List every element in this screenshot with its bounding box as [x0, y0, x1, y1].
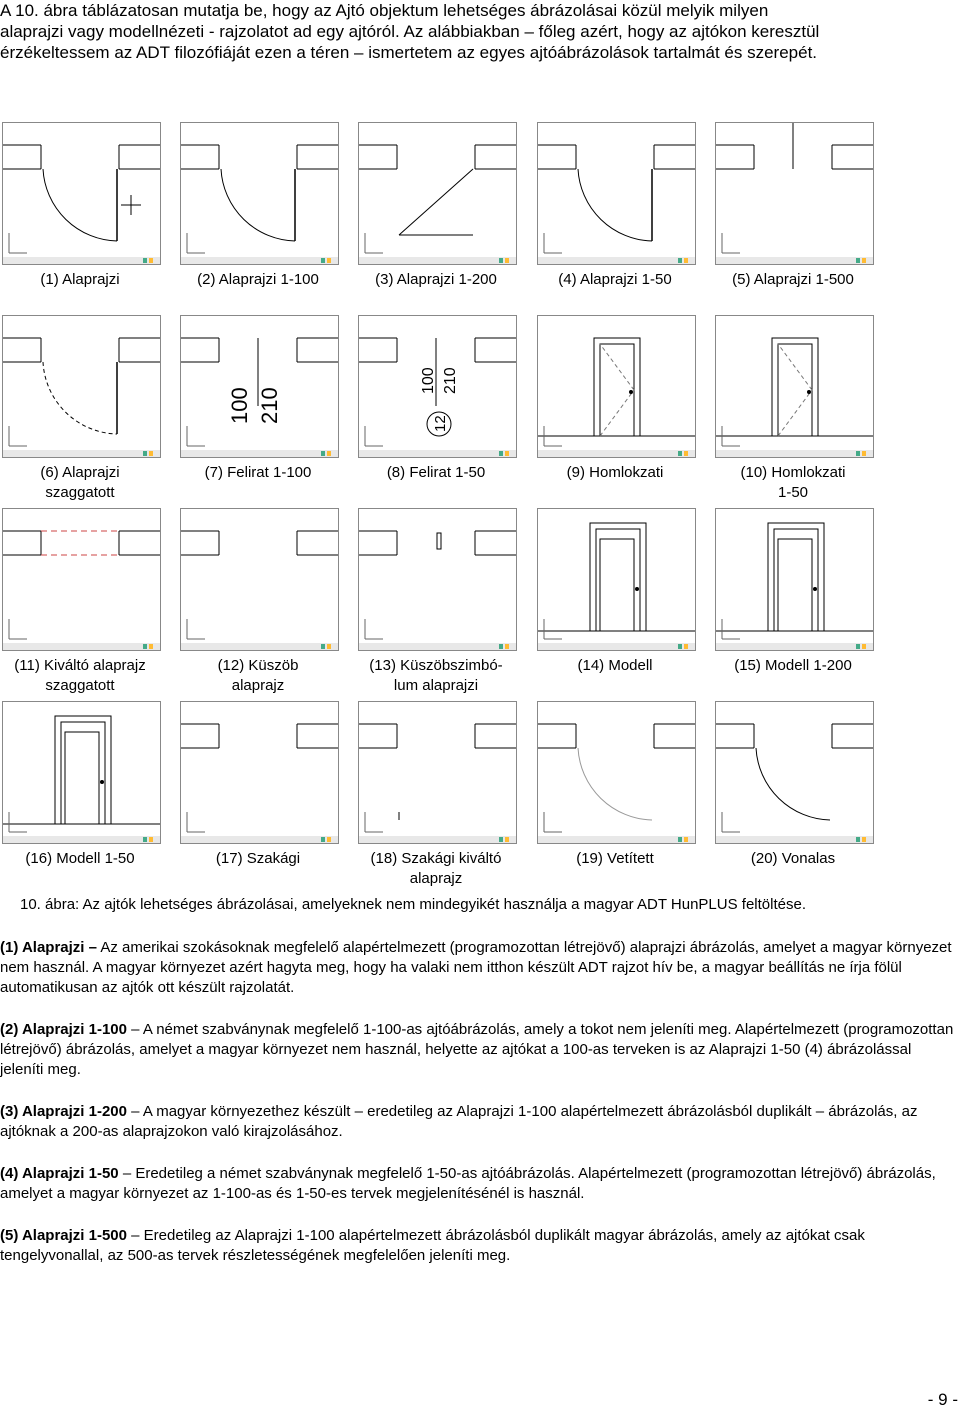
door-elevation-icon: [715, 315, 874, 458]
page-number: - 9 -: [927, 1390, 958, 1409]
figure-label-line: (18) Szakági kiváltó: [370, 850, 502, 867]
figure-label: [703, 270, 883, 290]
figure-label-line: (8) Felirat 1-50: [386, 464, 486, 481]
door-swing-arc-icon: [537, 122, 696, 265]
dimension-label: 210: [257, 387, 282, 424]
door-axis-line-icon: [715, 122, 874, 265]
line-arc-icon: [715, 701, 874, 844]
dimension-label: 210: [442, 367, 459, 394]
figure-row: [0, 701, 880, 894]
description-paragraph: [0, 1102, 955, 1142]
figure-label-line: (9) Homlokzati: [566, 464, 664, 481]
figure-label: [168, 656, 348, 696]
door-elevation-icon: [537, 315, 696, 458]
figure-label: [346, 656, 526, 696]
intro-line-2: alaprajzi vagy modellnézeti - rajzolatot ad egy ajtóról. Az alábbiakban – főleg azért, hogy az ajtókon keresztül: [0, 22, 820, 41]
figure-label-line: (15) Modell 1-200: [734, 657, 852, 674]
dimension-label: 100: [227, 387, 252, 424]
paragraph-text: – Eredetileg a német szabványnak megfelelő 1-50-as ajtóábrázolás. Alapértelmezett (programozottan létrejövő) ábrázolás, amelyet a magyar környezet az 1-100-as és 1-50-es tervek megjelenítésénél is használ.: [0, 1165, 936, 1202]
figure-label: [0, 849, 170, 869]
paragraph-title: (4) Alaprajzi 1-50: [0, 1165, 119, 1182]
projected-arc-icon: [537, 701, 696, 844]
figure-label: [525, 463, 705, 483]
door-representation-grid: [0, 122, 880, 894]
figure-label-line: (12) Küszöb: [217, 657, 299, 674]
figure-label: [346, 463, 526, 483]
figure-label-line: (16) Modell 1-50: [25, 850, 135, 867]
figure-label: [346, 270, 526, 290]
threshold-symbol-icon: [358, 508, 517, 651]
figure-label-line: (4) Alaprajzi 1-50: [558, 271, 672, 288]
figure-label-line: alaprajz: [231, 677, 285, 694]
figure-label-line: (3) Alaprajzi 1-200: [375, 271, 497, 288]
figure-label: [0, 656, 170, 696]
figure-label-line: lum alaprajzi: [393, 677, 479, 694]
door-label-circle-icon: [358, 315, 517, 458]
description-paragraph: [0, 938, 955, 998]
figure-label: [0, 463, 170, 503]
intro-line-1: A 10. ábra táblázatosan mutatja be, hogy az Ajtó objektum lehetséges ábrázolásai közül melyik milyen: [0, 1, 769, 20]
figure-label-line: szaggatott: [45, 677, 115, 694]
figure-label-line: alaprajz: [409, 870, 463, 887]
description-paragraph: [0, 1164, 955, 1204]
door-model-icon: [2, 701, 161, 844]
figure-label-line: (6) Alaprajzi: [40, 464, 120, 481]
description-paragraph: [0, 1020, 955, 1080]
description-paragraph: [0, 1226, 955, 1266]
figure-label-line: (13) Küszöbszimbó-: [369, 657, 503, 674]
paragraph-title: (5) Alaprajzi 1-500: [0, 1227, 127, 1244]
empty-opening-icon: [358, 701, 517, 844]
figure-label: [346, 849, 526, 889]
figure-label: [0, 270, 170, 290]
figure-label: [525, 849, 705, 869]
door-diagonal-line-icon: [358, 122, 517, 265]
paragraph-text: – A német szabványnak megfelelő 1-100-as ajtóábrázolás, amely a tokot nem jeleníti meg. Alapértelmezett (programozottan létrejövő) ábrázolás, amelyet a magyar környezet nem használ, helyette az ajtókat a 100-as terveken is az Alaprajzi 1-50 (4) ábrázolással jeleníti meg.: [0, 1021, 954, 1078]
door-model-icon: [715, 508, 874, 651]
paragraph-text: – Eredetileg az Alaprajzi 1-100 alapértelmezett ábrázolásból duplikált magyar ábrázolás, amely az ajtókat csak tengelyvonallal, az 500-as tervek részletességének megfelelően jeleníti meg.: [0, 1227, 865, 1264]
door-label-icon: [180, 315, 339, 458]
figure-label: [168, 270, 348, 290]
door-dashed-arc-icon: [2, 315, 161, 458]
figure-row: [0, 122, 880, 315]
figure-label-line: (5) Alaprajzi 1-500: [732, 271, 854, 288]
figure-label-line: (20) Vonalas: [750, 850, 836, 867]
figure-label-line: (19) Vetített: [576, 850, 654, 867]
figure-label-line: 1-50: [777, 484, 809, 501]
threshold-icon: [180, 508, 339, 651]
paragraph-title: (1) Alaprajzi –: [0, 939, 97, 956]
figure-label-line: (17) Szakági: [215, 850, 301, 867]
paragraph-title: (3) Alaprajzi 1-200: [0, 1103, 127, 1120]
door-swing-arc-crosshair-icon: [2, 122, 161, 265]
paragraph-title: (2) Alaprajzi 1-100: [0, 1021, 127, 1038]
figure-row: [0, 315, 880, 508]
figure-label-line: szaggatott: [45, 484, 115, 501]
figure-label: [703, 849, 883, 869]
figure-label: [525, 270, 705, 290]
door-number-label: 12: [432, 415, 449, 432]
dimension-label: 100: [420, 367, 437, 394]
description-text: [0, 938, 955, 1288]
intro-text: [0, 0, 945, 63]
figure-row: [0, 508, 880, 701]
intro-line-3: érzékeltessem az ADT filozófiáját ezen a téren – ismertetem az egyes ajtóábrázolások tartalmát és szerepét.: [0, 43, 818, 62]
figure-label-line: (2) Alaprajzi 1-100: [197, 271, 319, 288]
paragraph-text: Az amerikai szokásoknak megfelelő alapértelmezett (programozottan létrejövő) alaprajzi ábrázolás, amelyet a magyar környezet nem használ. A magyar környezet azért hagyta meg, hogy ha valaki nem itthon készült ADT rajzot hív be, a magyar beállítás ne írja fölül automatikusan az ajtók ott készült rajzolatát.: [0, 939, 952, 996]
figure-label-line: (1) Alaprajzi: [40, 271, 120, 288]
figure-label-line: (11) Kiváltó alaprajz: [14, 657, 146, 674]
paragraph-text: – A magyar környezethez készült – eredetileg az Alaprajzi 1-100 alapértelmezett ábrázolásból duplikált – ábrázolás, az ajtóknak a 200-as alaprajzokon való kirajzolásához.: [0, 1103, 918, 1140]
figure-label: [168, 849, 348, 869]
door-model-icon: [537, 508, 696, 651]
figure-label-line: (7) Felirat 1-100: [204, 464, 312, 481]
figure-label-line: (10) Homlokzati: [740, 464, 846, 481]
figure-label: [525, 656, 705, 676]
figure-label: [703, 656, 883, 676]
lintel-dashed-icon: [2, 508, 161, 651]
figure-label-line: (14) Modell: [577, 657, 653, 674]
empty-opening-icon: [180, 701, 339, 844]
door-swing-arc-icon: [180, 122, 339, 265]
figure-caption: 10. ábra: Az ajtók lehetséges ábrázolásai, amelyeknek nem mindegyikét használja a magyar ADT HunPLUS feltöltése.: [20, 896, 806, 913]
figure-label: [703, 463, 883, 503]
figure-label: [168, 463, 348, 483]
